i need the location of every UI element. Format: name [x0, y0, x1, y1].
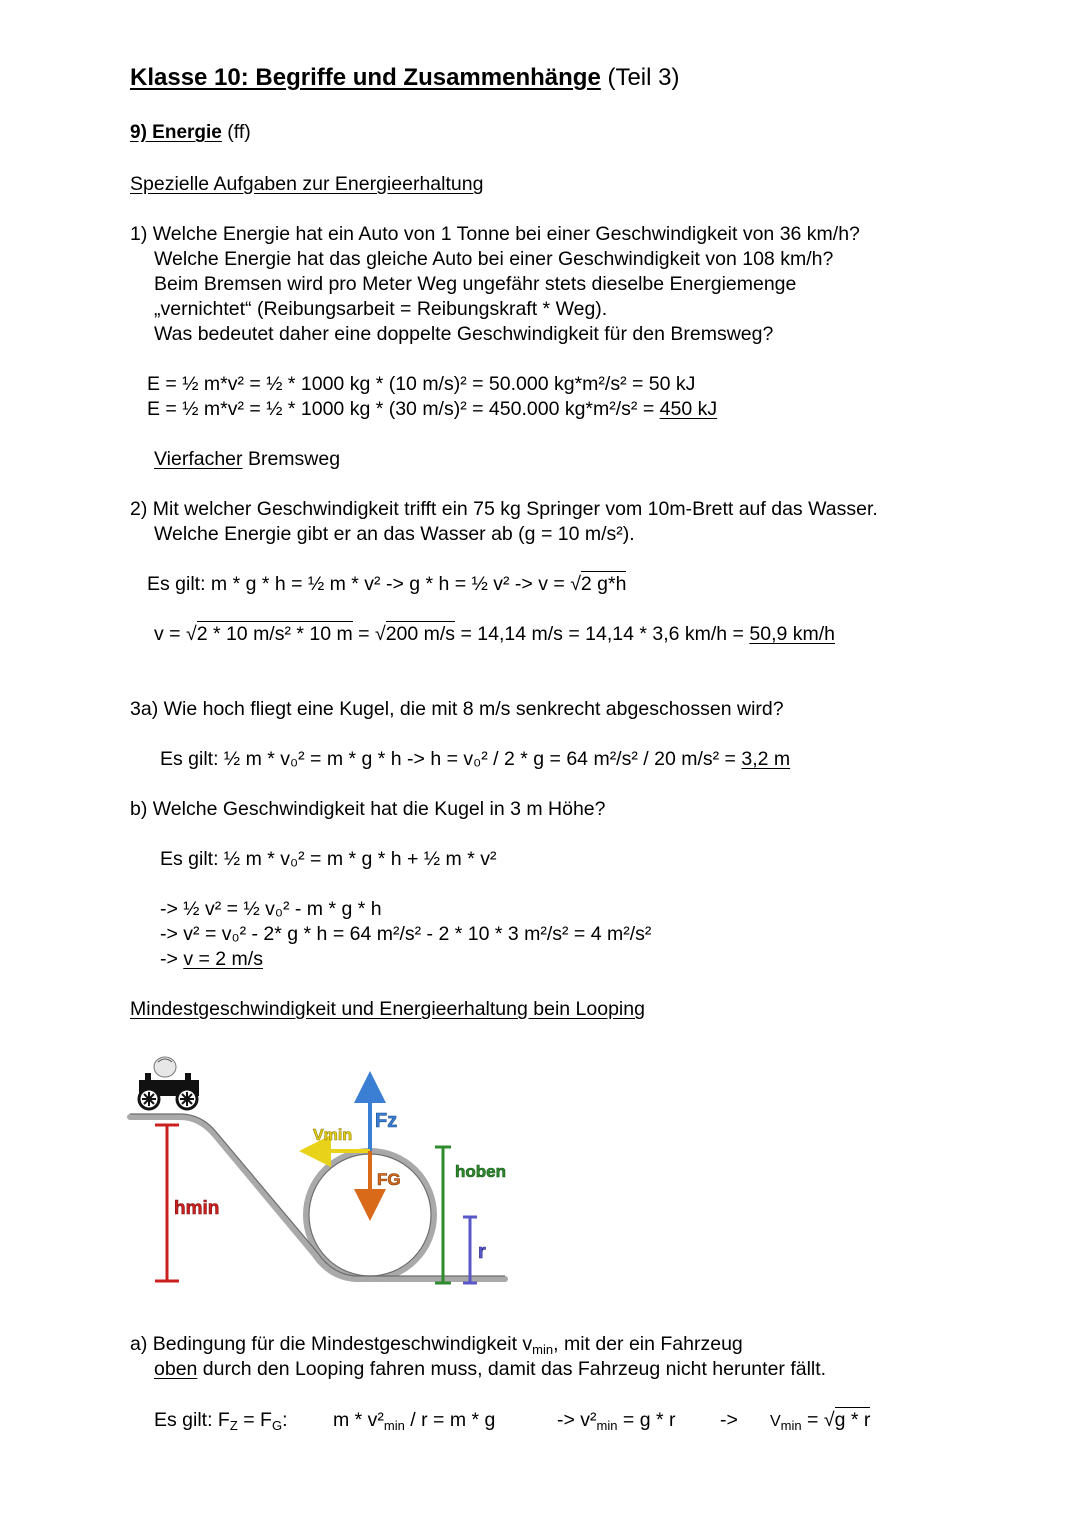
looping-eq-vmin — [770, 1408, 870, 1438]
looping-eq-es-gilt — [154, 1408, 288, 1438]
eq-arrow1-sub: min — [596, 1418, 618, 1433]
task2-line1: 2) Mit welcher Geschwindigkeit trifft ein 75 kg Springer vom 10m-Brett auf das Wasser. — [130, 498, 878, 520]
r-label: r — [478, 1241, 486, 1263]
eq-fg-sub: G — [271, 1418, 283, 1433]
eq-arrow1-rest: = g * r — [617, 1409, 676, 1431]
looping-diagram — [125, 1045, 525, 1295]
task2-es-gilt-b: 2 g*h — [580, 573, 627, 595]
section-suffix: (ff) — [227, 121, 251, 143]
looping-eq-arrow2: -> — [720, 1409, 738, 1431]
looping-a-oben: oben — [154, 1358, 198, 1380]
task2-v-d: 200 m/s — [385, 623, 456, 645]
task2-es-gilt-a: Es gilt: m * g * h = ½ m * v² -> g * h = ½ v² -> v = √ — [147, 573, 581, 595]
task2-v-e: = 14,14 m/s = 14,14 * 3,6 km/h = — [455, 623, 750, 645]
hmin-label: hmin — [174, 1198, 220, 1219]
section-heading — [130, 120, 251, 145]
eq-m1-sub: min — [383, 1418, 405, 1433]
task3-question-b: b) Welche Geschwindigkeit hat die Kugel in 3 m Höhe? — [130, 798, 606, 820]
title-part: (Teil 3) — [607, 64, 680, 91]
task3-answer-b3: -> v² = v₀² - 2* g * h = 64 m²/s² - 2 * 10 * 3 m²/s² = 4 m²/s² — [160, 923, 652, 945]
task1-line5: Was bedeutet daher eine doppelte Geschwindigkeit für den Bremsweg? — [154, 323, 774, 345]
eq-eq: = F — [237, 1409, 272, 1431]
section-main: 9) Energie — [130, 122, 222, 143]
task1-line3: Beim Bremsen wird pro Meter Weg ungefähr stets dieselbe Energiemenge — [154, 273, 797, 295]
looping-heading: Mindestgeschwindigkeit und Energieerhaltung bein Looping — [130, 998, 645, 1020]
eq-vmin: V — [770, 1413, 781, 1430]
task2-v-c: = √ — [352, 623, 386, 645]
task1-line4: „vernichtet“ (Reibungsarbeit = Reibungskraft * Weg). — [154, 298, 608, 320]
task2-line2: Welche Energie gibt er an das Wasser ab (g = 10 m/s²). — [154, 523, 635, 545]
title-main: Klasse 10: Begriffe und Zusammenhänge — [130, 64, 601, 91]
eq-vmin-sub: min — [780, 1418, 802, 1433]
hoben-label: hoben — [455, 1162, 506, 1181]
subheading: Spezielle Aufgaben zur Energieerhaltung — [130, 173, 484, 195]
fz-label: Fz — [375, 1110, 398, 1132]
eq-es-gilt: Es gilt: F — [154, 1409, 230, 1431]
task1-calc2-result: 450 kJ — [659, 398, 718, 420]
task3-answer-a-result: 3,2 m — [741, 748, 791, 770]
task3-answer-a — [160, 747, 790, 771]
task3-answer-b4-result: v = 2 m/s — [183, 948, 263, 970]
task3-answer-b1: Es gilt: ½ m * v₀² = m * g * h + ½ m * v² — [160, 848, 497, 870]
task3-question-a: 3a) Wie hoch fliegt eine Kugel, die mit 8 m/s senkrecht abgeschossen wird? — [130, 698, 784, 720]
r-bracket — [463, 1217, 477, 1283]
looping-a-prefix: a) Bedingung für die Mindestgeschwindigkeit v — [130, 1333, 533, 1355]
task1-line2: Welche Energie hat das gleiche Auto bei einer Geschwindigkeit von 108 km/h? — [154, 248, 834, 270]
looping-a-line2-rest: durch den Looping fahren muss, damit das Fahrzeug nicht herunter fällt. — [197, 1358, 827, 1380]
looping-a-rest: , mit der ein Fahrzeug — [553, 1333, 743, 1355]
eq-m1: m * v² — [333, 1409, 384, 1431]
page-title — [130, 66, 679, 90]
task3-answer-a-text: Es gilt: ½ m * v₀² = m * g * h -> h = v₀² / 2 * g = 64 m²/s² / 20 m/s² = — [160, 748, 742, 770]
hoben-bracket — [435, 1147, 451, 1283]
task1-answer-rest: Bremsweg — [242, 448, 341, 470]
task1-calc2-text: E = ½ m*v² = ½ * 1000 kg * (30 m/s)² = 450.000 kg*m²/s² = — [147, 398, 660, 420]
task1-calc2 — [147, 397, 717, 421]
looping-eq-m — [333, 1408, 495, 1438]
looping-eq-arrow1 — [557, 1408, 676, 1438]
task2-v-result: 50,9 km/h — [749, 623, 836, 645]
eq-m1-rest: / r = m * g — [404, 1409, 496, 1431]
vmin-label: Vmin — [313, 1127, 353, 1144]
eq-vmin-rest: = √ — [801, 1409, 835, 1431]
task3-answer-b2: -> ½ v² = ½ v₀² - m * g * h — [160, 898, 382, 920]
task1-calc1: E = ½ m*v² = ½ * 1000 kg * (10 m/s)² = 50.000 kg*m²/s² = 50 kJ — [147, 373, 696, 395]
car-icon — [139, 1057, 199, 1109]
task2-velocity — [154, 622, 835, 646]
task2-v-b: 2 * 10 m/s² * 10 m — [196, 623, 353, 645]
looping-a-sub: min — [532, 1342, 554, 1357]
task3-answer-b4-prefix: -> — [160, 948, 184, 970]
section-number — [130, 122, 222, 143]
task3-answer-b4 — [160, 947, 263, 971]
eq-arrow1: -> v² — [557, 1409, 597, 1431]
task2-v-a: v = √ — [154, 623, 197, 645]
task1-answer-main: Vierfacher — [154, 448, 243, 470]
looping-a-line2 — [154, 1357, 826, 1381]
eq-sqrt-arg: g * r — [834, 1409, 871, 1431]
eq-colon: : — [282, 1409, 288, 1431]
eq-fz-sub: Z — [229, 1418, 238, 1433]
task2-es-gilt — [147, 572, 626, 596]
task1-line1: 1) Welche Energie hat ein Auto von 1 Tonne bei einer Geschwindigkeit von 36 km/h? — [130, 223, 860, 245]
fg-label: FG — [377, 1170, 401, 1189]
task1-answer — [154, 447, 340, 471]
